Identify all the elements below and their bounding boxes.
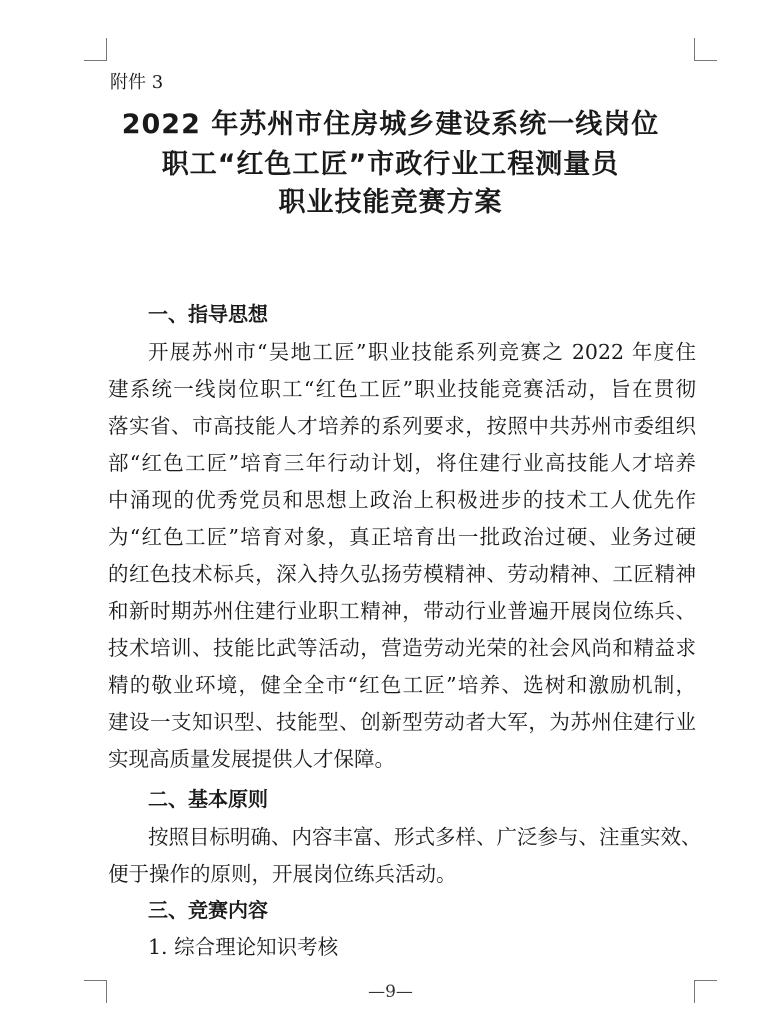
paragraph-line: 和新时期苏州住建行业职工精神，带动行业普遍开展岗位练兵、 [108, 599, 696, 623]
paragraph-line: 1. 综合理论知识考核 [148, 935, 339, 959]
paragraph-line: 精的敬业环境，健全全市“红色工匠”培养、选树和激励机制， [108, 673, 696, 697]
paragraph-line: 的红色技术标兵，深入持久弘扬劳模精神、劳动精神、工匠精神 [108, 562, 696, 586]
paragraph-line: 便于操作的原则，开展岗位练兵活动。 [108, 862, 457, 886]
page-number: —9— [368, 982, 413, 1002]
document-title-line-2: 职工“红色工匠”市政行业工程测量员 [161, 149, 620, 180]
section-heading-basic-principles: 二、基本原则 [148, 787, 268, 811]
paragraph-line: 部“红色工匠”培育三年行动计划，将住建行业高技能人才培养 [108, 451, 696, 475]
paragraph-line: 落实省、市高技能人才培养的系列要求，按照中共苏州市委组织 [108, 414, 696, 438]
document-title-line-1: 2022 年苏州市住房城乡建设系统一线岗位 [121, 109, 660, 140]
paragraph-line: 技术培训、技能比武等活动，营造劳动光荣的社会风尚和精益求 [108, 636, 696, 660]
attachment-label: 附件 3 [110, 72, 164, 93]
paragraph-line: 实现高质量发展提供人才保障。 [108, 747, 395, 771]
section-heading-competition-content: 三、竞赛内容 [148, 898, 268, 922]
section-heading-guiding-ideology: 一、指导思想 [148, 302, 268, 326]
paragraph-line: 为“红色工匠”培育对象，真正培育出一批政治过硬、业务过硬 [108, 525, 696, 549]
crop-mark-top-right [694, 38, 717, 61]
paragraph-line: 开展苏州市“吴地工匠”职业技能系列竞赛之 2022 年度住 [148, 340, 696, 364]
paragraph-line: 按照目标明确、内容丰富、形式多样、广泛参与、注重实效、 [148, 825, 702, 849]
paragraph-line: 建设一支知识型、技能型、创新型劳动者大军，为苏州住建行业 [108, 710, 696, 734]
document-title-line-3: 职业技能竞赛方案 [278, 187, 503, 218]
paragraph-line: 中涌现的优秀党员和思想上政治上积极进步的技术工人优先作 [108, 488, 696, 512]
paragraph-line: 建系统一线岗位职工“红色工匠”职业技能竞赛活动，旨在贯彻 [108, 377, 696, 401]
crop-mark-top-left [84, 38, 107, 61]
